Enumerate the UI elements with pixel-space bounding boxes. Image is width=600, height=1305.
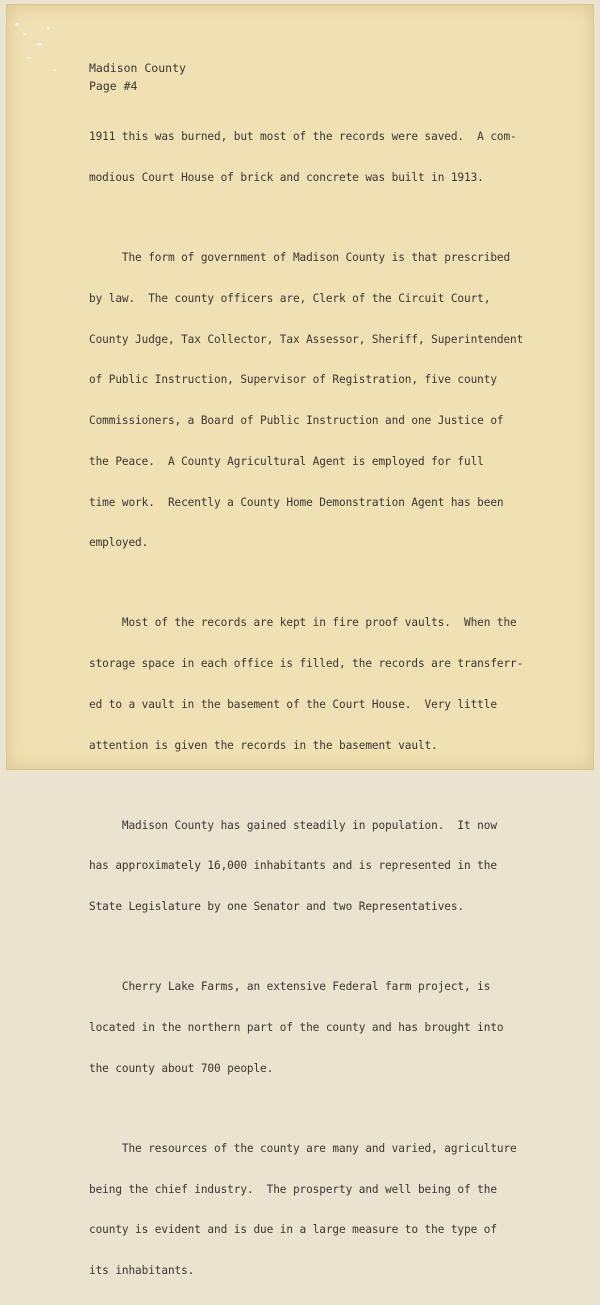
text-line: has approximately 16,000 inhabitants and is represented in the — [89, 859, 497, 873]
text-line: located in the northern part of the county and has brought into — [89, 1021, 504, 1034]
paragraph — [89, 1115, 569, 1305]
text-line: county is evident and is due in a large measure to the type of — [89, 1223, 497, 1237]
text-line: Most of the records are kept in fire proof vaults. When the — [89, 616, 517, 630]
paragraph — [89, 224, 569, 577]
paragraph — [89, 792, 569, 942]
text-line: the Peace. A County Agricultural Agent is employed for full — [89, 454, 484, 468]
paper-speck — [27, 57, 31, 59]
text-line: ed to a vault in the basement of the Court House. Very little — [89, 697, 497, 711]
text-line: the county about 700 people. — [89, 1061, 274, 1075]
text-line: by law. The county officers are, Clerk of the Circuit Court, — [89, 291, 491, 305]
typed-body — [89, 103, 569, 1305]
text-line: of Public Instruction, Supervisor of Registration, five county — [89, 373, 497, 387]
county-heading: Madison County — [89, 61, 186, 75]
paper-speck — [47, 27, 50, 30]
text-line: Commissioners, a Board of Public Instruction and one Justice of — [89, 414, 504, 428]
text-line: its inhabitants. — [89, 1264, 195, 1278]
text-line: Cherry Lake Farms, an extensive Federal farm project, is — [89, 980, 491, 994]
text-line: modious Court House of brick and concrete was built in 1913. — [89, 170, 484, 184]
text-line: 1911 this was burned, but most of the records were saved. A com- — [89, 130, 517, 144]
text-line: County Judge, Tax Collector, Tax Assessor, Sheriff, Superintendent — [89, 332, 524, 346]
text-line: employed. — [89, 536, 149, 550]
paper-speck — [23, 33, 26, 35]
text-line: attention is given the records in the basement vault. — [89, 738, 438, 752]
paragraph — [89, 953, 569, 1103]
text-line: State Legislature by one Senator and two Representatives. — [89, 900, 465, 914]
text-line: time work. Recently a County Home Demonstration Agent has been — [89, 495, 504, 509]
page-header — [89, 59, 186, 95]
text-line: The resources of the county are many and varied, agriculture — [89, 1141, 517, 1155]
paper-speck — [53, 69, 56, 71]
paper-speck — [15, 23, 19, 26]
paper-speck — [37, 43, 42, 46]
text-line: Madison County has gained steadily in population. It now — [89, 818, 497, 832]
text-line: being the chief industry. The prosperty and well being of the — [89, 1182, 497, 1196]
text-line: storage space in each office is filled, the records are transferr- — [89, 657, 524, 671]
document-page — [6, 4, 594, 1278]
text-line: The form of government of Madison County is that prescribed — [89, 250, 511, 264]
paragraph — [89, 103, 569, 212]
paragraph — [89, 589, 569, 779]
page-number: Page #4 — [89, 79, 138, 93]
